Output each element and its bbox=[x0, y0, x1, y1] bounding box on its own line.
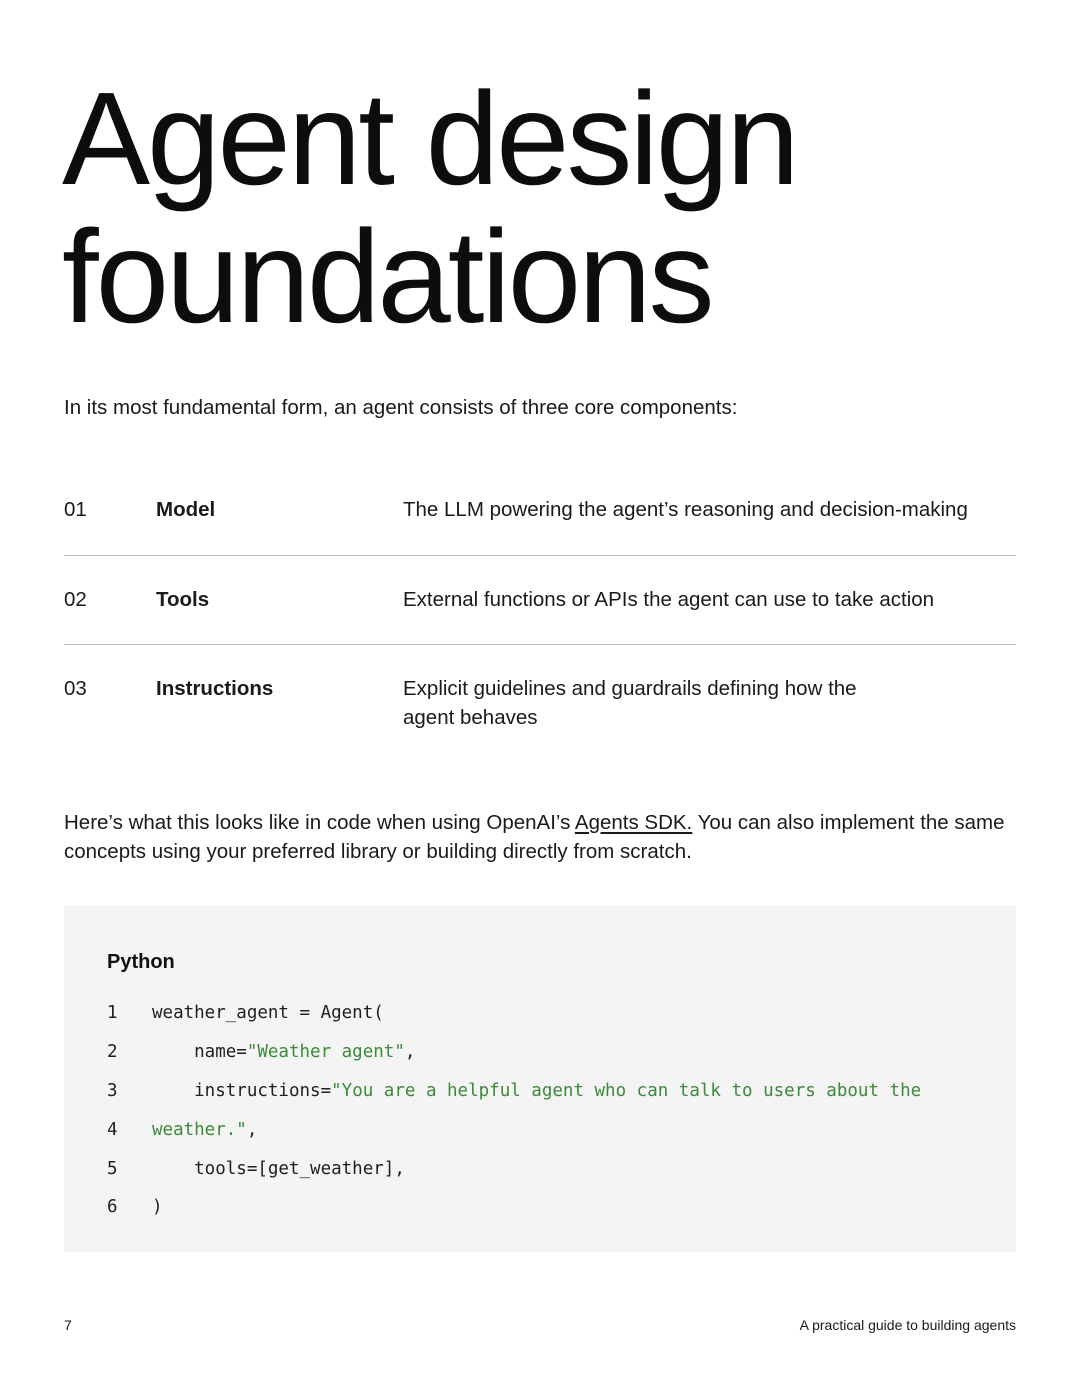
line-number: 1 bbox=[107, 1003, 118, 1024]
code-string: "You are a helpful agent who can talk to users about the bbox=[331, 1080, 922, 1101]
component-row-model bbox=[64, 466, 1016, 556]
component-name: Instructions bbox=[156, 677, 274, 700]
component-description: The LLM powering the agent’s reasoning and decision-making bbox=[403, 498, 968, 521]
code-intro-paragraph bbox=[64, 808, 1016, 866]
code-line bbox=[107, 1110, 921, 1149]
code-line bbox=[107, 1033, 921, 1072]
component-row-instructions bbox=[64, 645, 1016, 762]
line-number: 2 bbox=[107, 1042, 118, 1063]
code-text: weather.", bbox=[152, 1119, 258, 1140]
component-name: Tools bbox=[156, 587, 210, 611]
component-description: Explicit guidelines and guardrails defining how the agent behaves bbox=[403, 677, 857, 729]
code-text: ) bbox=[152, 1197, 163, 1218]
page-title-line-2: foundations bbox=[62, 203, 712, 350]
code-string: "Weather agent" bbox=[246, 1042, 405, 1063]
code-line bbox=[107, 994, 921, 1033]
component-number: 03 bbox=[64, 677, 87, 700]
components-table bbox=[64, 466, 1016, 762]
code-lines bbox=[107, 994, 921, 1227]
code-intro-text-after: You can also implement the same concepts using your preferred library or building directly from scratch. bbox=[64, 811, 1005, 863]
code-text: name="Weather agent", bbox=[152, 1042, 416, 1063]
code-intro-text-before: Here’s what this looks like in code when using OpenAI’s bbox=[64, 811, 575, 834]
component-description: External functions or APIs the agent can use to take action bbox=[403, 587, 935, 611]
line-number: 6 bbox=[107, 1197, 118, 1218]
component-number: 01 bbox=[64, 498, 87, 521]
line-number: 4 bbox=[107, 1119, 118, 1140]
component-row-tools bbox=[64, 556, 1016, 646]
code-string: weather." bbox=[152, 1119, 247, 1140]
code-language-label: Python bbox=[107, 951, 175, 973]
line-number: 3 bbox=[107, 1080, 118, 1101]
line-number: 5 bbox=[107, 1158, 118, 1179]
code-line bbox=[107, 1149, 921, 1188]
code-text: instructions="You are a helpful agent who can talk to users about the bbox=[152, 1080, 922, 1101]
page-title bbox=[62, 65, 1022, 350]
intro-paragraph: In its most fundamental form, an agent consists of three core components: bbox=[64, 396, 738, 419]
code-block bbox=[64, 906, 1016, 1252]
footer-document-title: A practical guide to building agents bbox=[799, 1317, 1016, 1333]
code-text: tools=[get_weather], bbox=[152, 1158, 405, 1179]
agents-sdk-link[interactable]: Agents SDK. bbox=[574, 811, 693, 834]
page-title-line-1: Agent design bbox=[62, 65, 797, 212]
footer-page-number: 7 bbox=[64, 1317, 72, 1333]
code-text: weather_agent = Agent( bbox=[152, 1003, 384, 1024]
component-number: 02 bbox=[64, 587, 87, 611]
code-line bbox=[107, 1072, 921, 1111]
component-name: Model bbox=[156, 498, 216, 521]
code-line bbox=[107, 1188, 921, 1227]
